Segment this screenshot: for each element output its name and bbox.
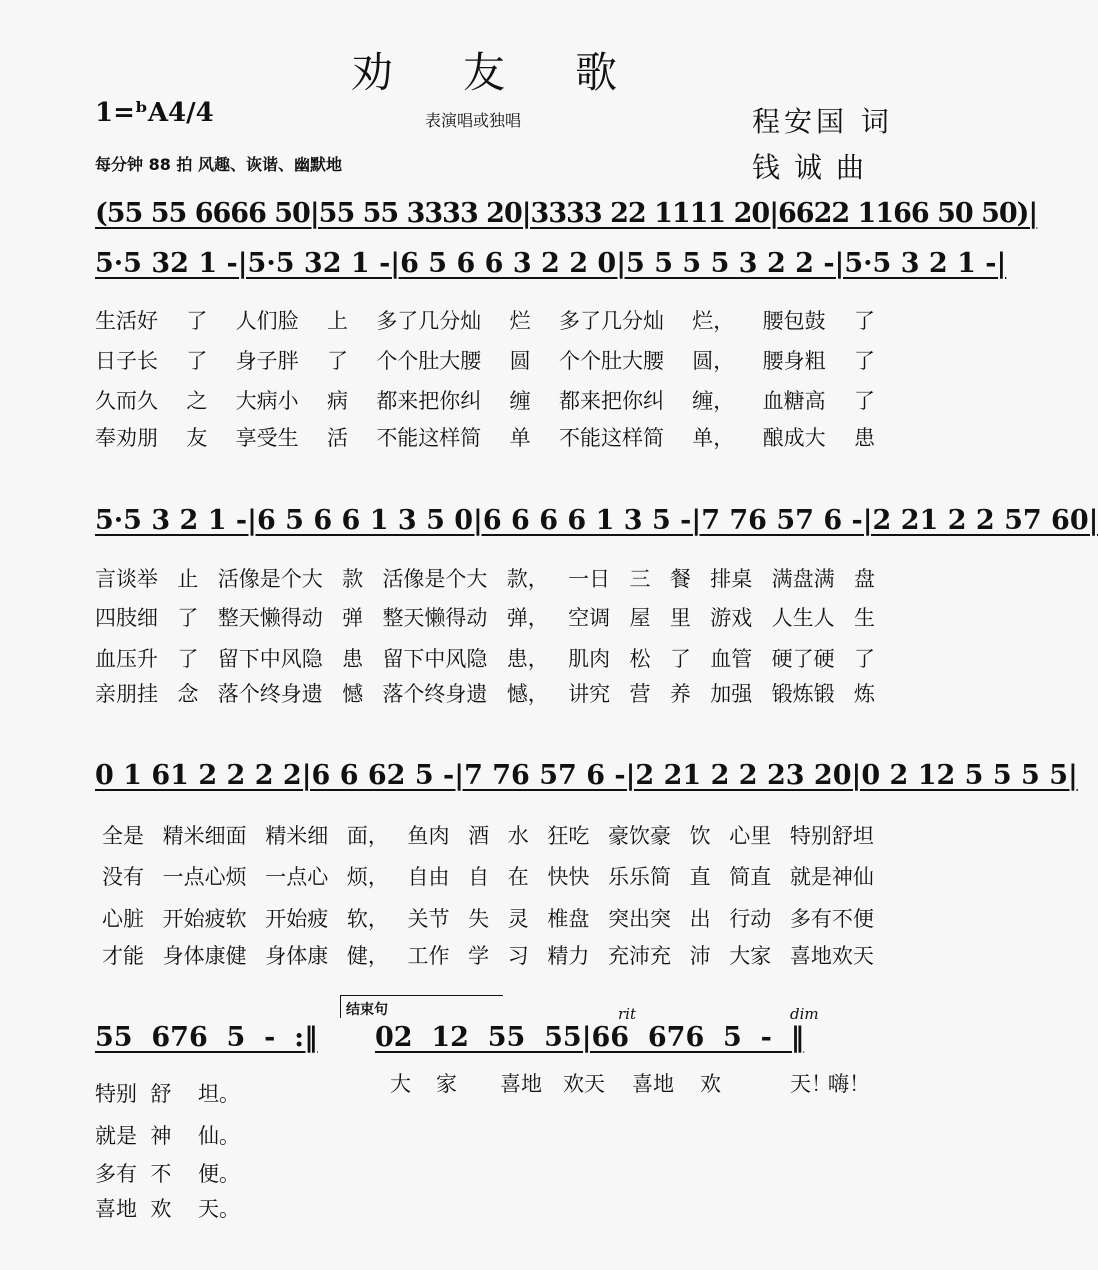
lyric-word: 里 — [669, 606, 691, 630]
lyric-word: 圆， — [692, 349, 735, 373]
lyric-word: 大家 — [729, 944, 772, 968]
lyric-word: 止 — [177, 567, 199, 591]
ending-lyric: 欢 — [700, 1072, 721, 1096]
lyric-word: 全是 — [102, 824, 144, 848]
lyric-word: 失 — [468, 907, 490, 931]
lyric-word: 炼 — [853, 682, 875, 706]
lyric-word: 弹 — [342, 606, 364, 630]
lyric-word: 充沛充 — [608, 944, 671, 968]
ending-lyric: 天！ — [790, 1072, 832, 1096]
lyric-line: 就是 神 仙。 — [95, 1124, 241, 1148]
lyric-word: 没有 — [102, 865, 144, 889]
lyric-word: 憾 — [342, 682, 364, 706]
lyric-word: 豪饮豪 — [608, 824, 671, 848]
lyric-line — [95, 305, 875, 335]
lyric-word: 排桌 — [710, 567, 753, 591]
lyric-line: 特别 舒 坦。 — [95, 1082, 241, 1106]
score-row-4-right: 02 12 55 55|66 676 5 - ‖ — [375, 1022, 805, 1053]
lyric-word: 一点心 — [265, 865, 329, 889]
lyric-word: 日子长 — [95, 349, 158, 373]
lyric-word: 锻炼锻 — [771, 682, 835, 706]
lyric-word: 营 — [629, 682, 651, 706]
lyric-word: 多了几分灿 — [558, 309, 664, 333]
lyric-word: 腰身粗 — [762, 349, 826, 373]
lyric-word: 乐乐简 — [608, 865, 671, 889]
lyric-word: 单， — [692, 426, 735, 450]
lyric-word: 多有不便 — [789, 907, 874, 931]
lyric-word: 单 — [509, 426, 531, 450]
lyric-word: 多了几分灿 — [376, 309, 482, 333]
lyric-word: 亲朋挂 — [95, 682, 158, 706]
lyric-word: 都来把你纠 — [558, 389, 664, 413]
lyric-word: 不能这样简 — [376, 426, 482, 450]
lyric-word: 圆 — [509, 349, 531, 373]
lyric-word: 特别舒坦 — [789, 824, 874, 848]
ending-lyric: 喜地 — [500, 1072, 542, 1096]
lyric-word: 一点心烦 — [162, 865, 247, 889]
lyric-word: 久而久 — [95, 389, 158, 413]
rit-marking: rit — [618, 1005, 636, 1023]
lyric-word: 学 — [468, 944, 490, 968]
lyric-word: 人生人 — [771, 606, 835, 630]
lyric-word: 讲究 — [568, 682, 611, 706]
lyric-word: 生 — [853, 606, 875, 630]
lyric-word: 了 — [326, 349, 348, 373]
lyric-word: 了 — [177, 606, 199, 630]
ending-lyric: 喜地 — [632, 1072, 674, 1096]
lyric-word: 椎盘 — [547, 907, 590, 931]
lyric-word: 精米细 — [265, 824, 329, 848]
lyric-word: 都来把你纠 — [376, 389, 482, 413]
lyric-word: 血管 — [710, 647, 753, 671]
lyricist-credit: 程安国 词 — [752, 105, 893, 138]
lyric-word: 沛 — [689, 944, 711, 968]
lyric-word: 活像是个大 — [217, 567, 323, 591]
lyric-word: 患， — [506, 647, 549, 671]
tempo-marking: 每分钟 88 拍 风趣、诙谐、幽默地 — [95, 155, 342, 174]
score-row-intro: (55 55 6666 50|55 55 3333 20|3333 22 1111 20|6622 1166 50 50)| — [95, 198, 1038, 229]
lyric-word: 血压升 — [95, 647, 158, 671]
lyric-word: 落个终身遗 — [382, 682, 488, 706]
lyric-word: 就是神仙 — [789, 865, 874, 889]
lyric-word: 留下中风隐 — [382, 647, 488, 671]
lyric-word: 了 — [186, 309, 208, 333]
lyric-line: 喜地 欢 天。 — [95, 1197, 241, 1221]
lyric-line: 多有 不 便。 — [95, 1162, 241, 1186]
lyric-word: 在 — [507, 865, 529, 889]
lyric-word: 款， — [506, 567, 549, 591]
lyric-word: 病 — [326, 389, 348, 413]
lyric-word: 盘 — [853, 567, 875, 591]
lyric-word: 享受生 — [235, 426, 299, 450]
lyric-word: 腰包鼓 — [762, 309, 826, 333]
lyric-word: 落个终身遗 — [217, 682, 323, 706]
score-row-1: 5·5 32 1 -|5·5 32 1 -|6 5 6 6 3 2 2 0|5 5 5 5 3 2 2 -|5·5 3 2 1 -| — [95, 248, 1007, 279]
ending-label: 结束句 — [346, 1002, 388, 1018]
ending-lyric: 大 — [390, 1072, 411, 1096]
lyric-word: 身子胖 — [235, 349, 299, 373]
lyric-word: 患 — [342, 647, 364, 671]
performance-mode: 表演唱或独唱 — [425, 111, 522, 130]
lyric-word: 友 — [186, 426, 208, 450]
lyric-word: 鱼肉 — [407, 824, 450, 848]
key-signature: 1=ᵇA4/4 — [95, 98, 214, 128]
lyric-word: 了 — [186, 349, 208, 373]
lyric-word: 养 — [669, 682, 691, 706]
lyric-word: 习 — [507, 944, 529, 968]
score-row-3: 0 1 61 2 2 2 2|6 6 62 5 -|7 76 57 6 -|2 21 2 2 23 20|0 2 12 5 5 5 5| — [95, 760, 1078, 791]
lyric-word: 不能这样简 — [558, 426, 664, 450]
lyric-line — [95, 643, 875, 673]
lyric-word: 身体康健 — [162, 944, 247, 968]
lyric-line — [95, 563, 875, 593]
lyric-word: 餐 — [669, 567, 691, 591]
lyric-word: 喜地欢天 — [789, 944, 874, 968]
lyric-word: 加强 — [710, 682, 753, 706]
lyric-word: 工作 — [407, 944, 450, 968]
lyric-word: 了 — [853, 389, 875, 413]
lyric-line — [102, 820, 874, 850]
lyric-line — [102, 940, 874, 970]
lyric-word: 之 — [186, 389, 208, 413]
lyric-word: 出 — [689, 907, 711, 931]
score-row-4-left: 55 676 5 - :‖ — [95, 1022, 318, 1053]
lyric-word: 大病小 — [235, 389, 299, 413]
lyric-word: 行动 — [729, 907, 772, 931]
lyric-word: 上 — [326, 309, 348, 333]
lyric-word: 了 — [853, 309, 875, 333]
lyric-word: 身体康 — [265, 944, 329, 968]
lyric-word: 精米细面 — [162, 824, 247, 848]
lyric-word: 了 — [853, 647, 875, 671]
lyric-word: 酒 — [468, 824, 490, 848]
lyric-word: 念 — [177, 682, 199, 706]
lyric-word: 才能 — [102, 944, 144, 968]
lyric-word: 人们脸 — [235, 309, 299, 333]
lyric-word: 整天懒得动 — [382, 606, 488, 630]
lyric-word: 屋 — [629, 606, 651, 630]
lyric-word: 生活好 — [95, 309, 158, 333]
lyric-word: 自 — [468, 865, 490, 889]
lyric-word: 款 — [342, 567, 364, 591]
lyric-word: 游戏 — [710, 606, 753, 630]
lyric-word: 烂， — [692, 309, 735, 333]
lyric-word: 突出突 — [608, 907, 671, 931]
lyric-word: 空调 — [568, 606, 611, 630]
lyric-line — [102, 861, 874, 891]
lyric-word: 精力 — [547, 944, 590, 968]
lyric-word: 患 — [853, 426, 875, 450]
lyric-word: 弹， — [506, 606, 549, 630]
composer-credit: 钱诚曲 — [752, 151, 879, 184]
lyric-word: 奉劝朋 — [95, 426, 158, 450]
lyric-line — [95, 345, 875, 375]
lyric-word: 个个肚大腰 — [558, 349, 664, 373]
lyric-word: 憾， — [506, 682, 549, 706]
lyric-word: 开始疲 — [265, 907, 329, 931]
ending-lyric: 欢天 — [563, 1072, 605, 1096]
lyric-word: 松 — [629, 647, 651, 671]
lyric-line — [95, 678, 875, 708]
lyric-word: 血糖高 — [762, 389, 826, 413]
lyric-word: 关节 — [407, 907, 450, 931]
lyric-word: 缠， — [692, 389, 735, 413]
lyric-word: 简直 — [729, 865, 772, 889]
lyric-word: 满盘满 — [771, 567, 835, 591]
lyric-word: 心里 — [729, 824, 772, 848]
lyric-word: 活像是个大 — [382, 567, 488, 591]
lyric-line — [95, 602, 875, 632]
lyric-word: 缠 — [509, 389, 531, 413]
lyric-word: 了 — [177, 647, 199, 671]
lyric-word: 活 — [326, 426, 348, 450]
lyric-word: 肌肉 — [568, 647, 611, 671]
lyric-word: 四肢细 — [95, 606, 158, 630]
ending-lyric: 嗨！ — [828, 1072, 870, 1096]
lyric-word: 了 — [853, 349, 875, 373]
lyric-word: 狂吃 — [547, 824, 590, 848]
lyric-word: 了 — [669, 647, 691, 671]
lyric-word: 饮 — [689, 824, 711, 848]
lyric-word: 言谈举 — [95, 567, 158, 591]
lyric-word: 开始疲软 — [162, 907, 247, 931]
dim-marking: dim — [790, 1005, 819, 1023]
lyric-word: 硬了硬 — [771, 647, 835, 671]
lyric-line — [102, 903, 874, 933]
lyric-word: 酿成大 — [762, 426, 826, 450]
lyric-word: 留下中风隐 — [217, 647, 323, 671]
lyric-word: 一日 — [568, 567, 611, 591]
lyric-line — [95, 385, 875, 415]
score-row-2: 5·5 3 2 1 -|6 5 6 6 1 3 5 0|6 6 6 6 1 3 5 -|7 76 57 6 -|2 21 2 2 57 60| — [95, 505, 1098, 536]
lyric-word: 快快 — [547, 865, 590, 889]
lyric-word: 灵 — [507, 907, 529, 931]
lyric-word: 个个肚大腰 — [376, 349, 482, 373]
lyric-word: 整天懒得动 — [217, 606, 323, 630]
lyric-word: 直 — [689, 865, 711, 889]
lyric-word: 三 — [629, 567, 651, 591]
lyric-word: 心脏 — [102, 907, 144, 931]
lyric-word: 健， — [346, 944, 389, 968]
lyric-line — [95, 422, 875, 452]
lyric-word: 面， — [346, 824, 389, 848]
lyric-word: 软， — [346, 907, 389, 931]
lyric-word: 烂 — [509, 309, 531, 333]
lyric-word: 烦， — [346, 865, 389, 889]
ending-lyric: 家 — [436, 1072, 457, 1096]
lyric-word: 自由 — [407, 865, 450, 889]
song-title: 劝友歌 — [350, 48, 687, 97]
lyric-word: 水 — [507, 824, 529, 848]
